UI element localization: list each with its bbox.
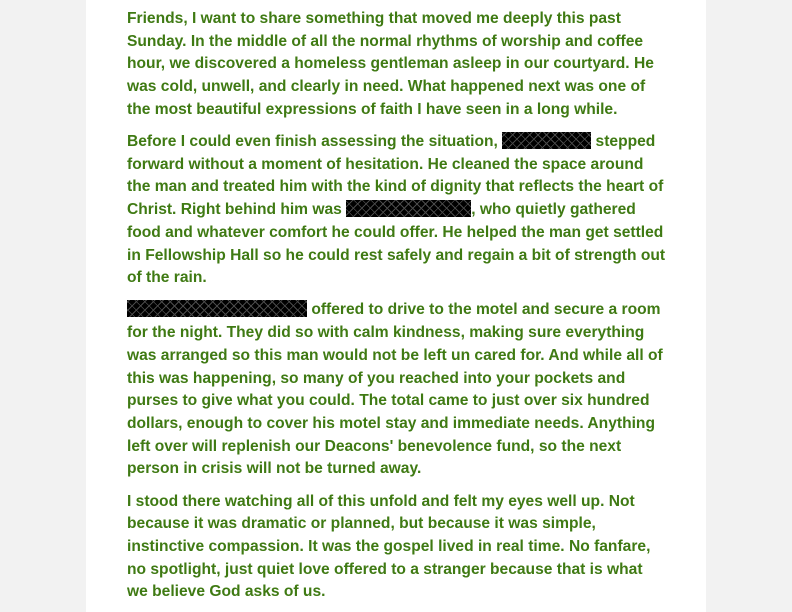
paragraph-1: Friends, I want to share something that moved me deeply this past Sunday. In the middle of all the normal rhythms of worship and coffee hour, we discovered a homeless gentleman asleep in our courtyard. He was cold, unwell, and clearly in need. What happened next was one of the most beautiful expressions of faith I have seen in a long while. — [127, 10, 654, 118]
paragraph-3-text-1: offered to drive to the motel and secure a room for the night. They did so with calm kindness, making sure everything was arranged so this man would not be left un cared for. And while all of this was happening, so many of you reached into your pockets and purses to give what you could. The total came to just over six hundred dollars, enough to cover his motel stay and immediate needs. Anything left over will replenish our Deacons' benevolence fund, so the next person in crisis will not be turned away. — [127, 301, 663, 478]
paragraph-2-text-1: Before I could even finish assessing the situation, — [127, 133, 503, 151]
paragraph-2 — [127, 131, 667, 290]
paragraph-2-text-3: , who quietly gathered food and whatever comfort he could offer. He helped the man get settled in Fellowship Hall so he could rest safely and regain a bit of strength out of the rain. — [127, 201, 666, 287]
document-page — [86, 0, 706, 612]
redacted-name-1 — [502, 132, 591, 149]
redacted-name-3 — [127, 300, 307, 317]
letter-body — [127, 8, 667, 612]
redacted-name-2 — [346, 200, 471, 217]
paragraph-2-text-2: stepped forward without a moment of hesitation. He cleaned the space around the man and treated him with the kind of dignity that reflects the heart of Christ. Right behind him was — [127, 133, 664, 219]
paragraph-3 — [127, 299, 667, 481]
paragraph-4: I stood there watching all of this unfold and felt my eyes well up. Not because it was dramatic or planned, but because it was simple, instinctive compassion. It was the gospel lived in real time. No fanfare, no spotlight, just quiet love offered to a stranger because that is what we believe God asks of us. — [127, 492, 651, 601]
